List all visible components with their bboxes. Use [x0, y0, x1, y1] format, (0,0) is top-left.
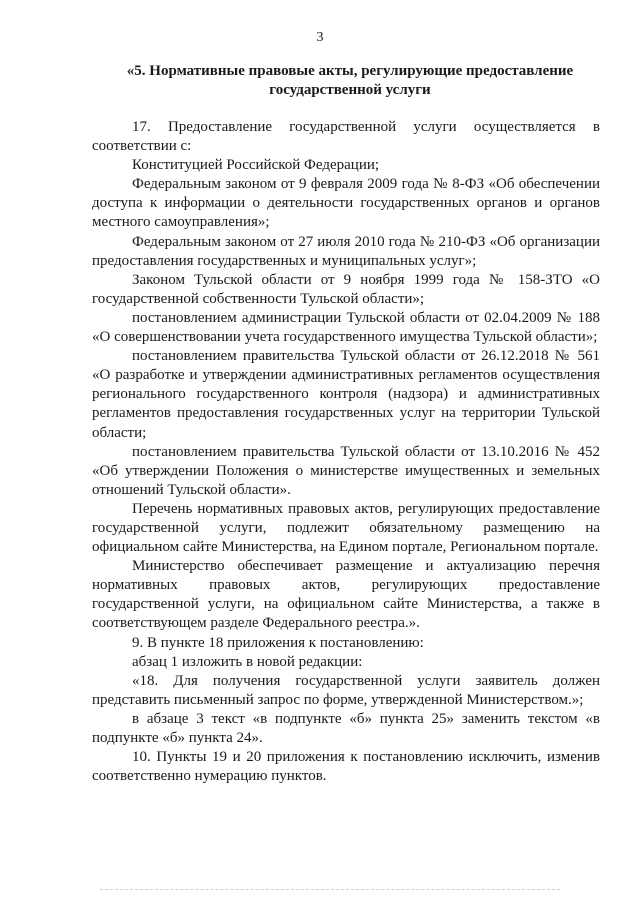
paragraph: Федеральным законом от 9 февраля 2009 года № 8-ФЗ «Об обеспечении доступа к информации о деятельности государственных органов и органов местного самоуправления»;: [92, 176, 600, 231]
paragraph: Законом Тульской области от 9 ноября 1999 года № 158-ЗТО «О государственной собственности Тульской области»;: [92, 271, 600, 307]
document-body: [92, 118, 600, 786]
paragraph: «18. Для получения государственной услуги заявитель должен представить письменный запрос по форме, утвержденной Министерством.»;: [92, 672, 600, 708]
paragraph: 9. В пункте 18 приложения к постановлению:: [132, 634, 424, 651]
paragraph: постановлением администрации Тульской области от 02.04.2009 № 188 «О совершенствовании учета государственного имущества Тульской области»;: [92, 309, 600, 346]
scan-artifact-line: [100, 889, 560, 891]
page-number: 3: [316, 30, 324, 45]
section-heading: «5. Нормативные правовые акты, регулирующие предоставление государственной услуги: [126, 63, 574, 98]
paragraph: абзац 1 изложить в новой редакции:: [132, 653, 363, 670]
paragraph: Министерство обеспечивает размещение и актуализацию перечня нормативных правовых актов, регулирующих предоставление государственной услуги, на официальном сайте Министерства, а также в соответствующем разделе Федерального реестра.».: [92, 558, 600, 632]
paragraph: в абзаце 3 текст «в подпункте «б» пункта 25» заменить текстом «в подпункте «б» пункта 24».: [92, 710, 600, 746]
paragraph: Федеральным законом от 27 июля 2010 года № 210-ФЗ «Об организации предоставления государственных и муниципальных услуг»;: [92, 233, 600, 269]
paragraph: Конституцией Российской Федерации;: [132, 157, 380, 174]
paragraph: 10. Пункты 19 и 20 приложения к постановлению исключить, изменив соответственно нумерацию пунктов.: [92, 749, 600, 785]
paragraph: 17. Предоставление государственной услуги осуществляется в соответствии с:: [92, 119, 600, 155]
paragraph: Перечень нормативных правовых актов, регулирующих предоставление государственной услуги, подлежит обязательному размещению на официальном сайте Министерства, на Едином портале, Региональном портале.: [92, 500, 600, 556]
paragraph: постановлением правительства Тульской области от 13.10.2016 № 452 «Об утверждении Положения о министерстве имущественных и земельных отношений Тульской области».: [92, 443, 600, 498]
paragraph: постановлением правительства Тульской области от 26.12.2018 № 561 «О разработке и утверждении административных регламентов осуществления регионального государственного контроля (надзора) и административных регламентов предоставления государственных услуг на территории Тульской области;: [92, 348, 600, 441]
